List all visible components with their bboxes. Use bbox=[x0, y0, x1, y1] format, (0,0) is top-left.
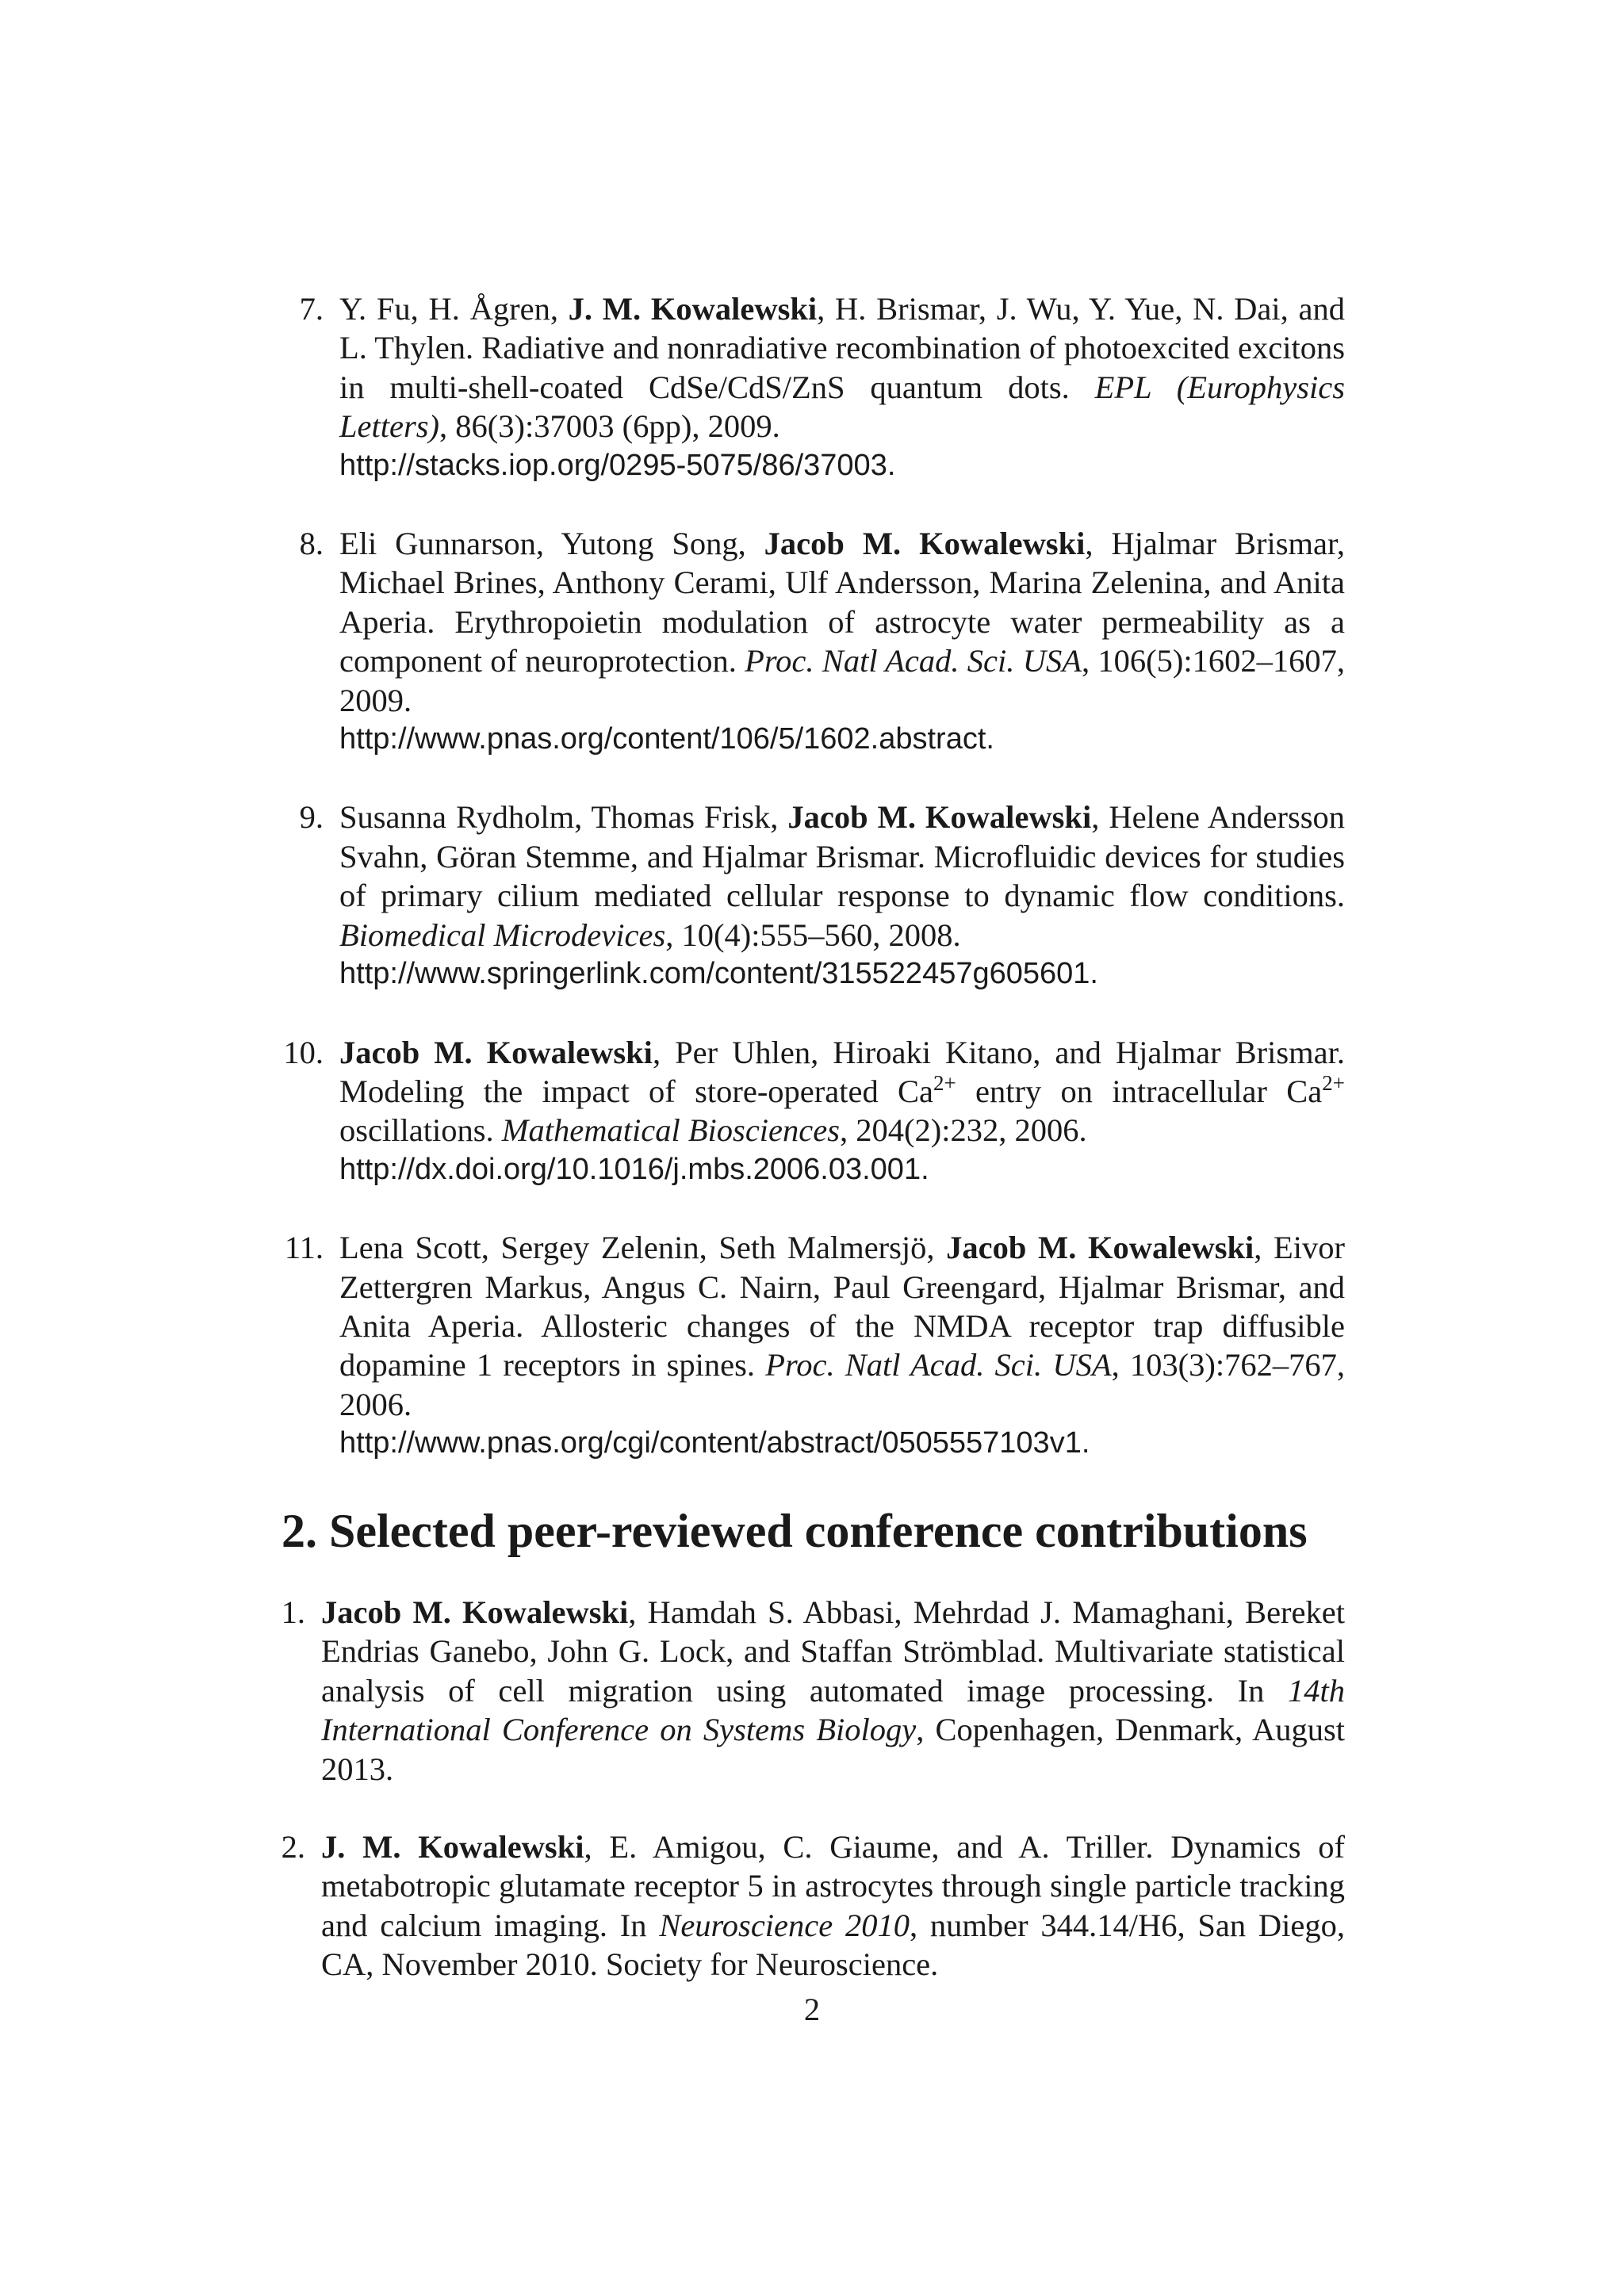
journal-reference-list bbox=[0, 289, 1624, 1502]
highlighted-author: J. M. Kowalewski bbox=[321, 1829, 584, 1866]
reference-item bbox=[0, 798, 1345, 993]
reference-text: , E. Amigou, C. Giaume, and A. Triller. Dynamics of metabotropic glutamate receptor 5 in astrocytes through single particle tracking and calcium imaging. In bbox=[321, 1829, 1345, 1943]
highlighted-author: Jacob M. Kowalewski bbox=[321, 1594, 629, 1630]
reference-venue: Mathematical Biosciences bbox=[501, 1112, 840, 1149]
reference-details: , 86(3):37003 (6pp), 2009. bbox=[439, 408, 780, 445]
highlighted-author: Jacob M. Kowalewski bbox=[339, 1034, 653, 1070]
reference-item bbox=[0, 1827, 1345, 1984]
reference-number: 8. bbox=[299, 526, 324, 562]
reference-details: , 10(4):555–560, 2008. bbox=[665, 916, 961, 953]
reference-text: , Eivor Zettergren Markus, Angus C. Nairn, Paul Greengard, Hjalmar Brismar, and Anita Aperia. Allosteric changes of the NMDA receptor trap diffusible dopamine 1 receptors in spines. bbox=[339, 1230, 1346, 1383]
reference-item bbox=[0, 289, 1345, 485]
section-heading: 2. Selected peer-reviewed conference contributions bbox=[282, 1505, 1308, 1557]
reference-details: , Copenhagen, Denmark, August 2013. bbox=[321, 1712, 1346, 1787]
highlighted-author: Jacob M. Kowalewski bbox=[787, 799, 1092, 836]
reference-details: , 204(2):232, 2006. bbox=[840, 1112, 1087, 1149]
reference-text: , Hamdah S. Abbasi, Mehrdad J. Mamaghani, Bereket Endrias Ganebo, John G. Lock, and Staffan Strömblad. Multivariate statistical analysis of cell migration using automated image processing. In bbox=[321, 1594, 1345, 1709]
reference-number: 9. bbox=[299, 799, 324, 836]
reference-number: 10. bbox=[283, 1034, 324, 1070]
reference-venue: 14th International Conference on Systems Biology bbox=[321, 1672, 1345, 1748]
reference-item bbox=[0, 524, 1345, 759]
reference-text: entry on intracellular Ca bbox=[956, 1073, 1323, 1109]
reference-details: , 106(5):1602–1607, 2009. bbox=[339, 643, 1345, 718]
highlighted-author: Jacob M. Kowalewski bbox=[946, 1230, 1254, 1266]
page-number: 2 bbox=[803, 1992, 821, 2027]
reference-venue: Biomedical Microdevices bbox=[339, 916, 666, 953]
reference-url[interactable]: http://www.springerlink.com/content/315522457g605601. bbox=[339, 957, 1098, 991]
reference-item bbox=[0, 1033, 1345, 1190]
reference-number: 2. bbox=[281, 1829, 305, 1866]
reference-text: , Helene Andersson Svahn, Göran Stemme, and Hjalmar Brismar. Microfluidic devices for studies of primary cilium mediated cellular response to dynamic flow conditions. bbox=[339, 799, 1345, 914]
highlighted-author: J. M. Kowalewski bbox=[568, 291, 818, 327]
reference-authors: Susanna Rydholm, Thomas Frisk, bbox=[339, 799, 788, 836]
reference-text: , Hjalmar Brismar, Michael Brines, Anthony Cerami, Ulf Andersson, Marina Zelenina, and Anita Aperia. Erythropoietin modulation of astrocyte water permeability as a component of neuroprotection. bbox=[339, 526, 1345, 679]
reference-venue: EPL (Europhysics Letters) bbox=[339, 369, 1346, 445]
reference-details: , number 344.14/H6, San Diego, CA, November 2010. Society for Neuroscience. bbox=[321, 1907, 1345, 1983]
reference-venue: Proc. Natl Acad. Sci. USA bbox=[745, 643, 1082, 679]
reference-authors: Y. Fu, H. Ågren, bbox=[339, 291, 569, 327]
conference-reference-list bbox=[0, 1593, 1624, 2023]
reference-item bbox=[0, 1593, 1345, 1789]
reference-text: oscillations. bbox=[339, 1112, 502, 1149]
reference-text: , H. Brismar, J. Wu, Y. Yue, N. Dai, and L. Thylen. Radiative and nonradiative recombination of photoexcited excitons in multi-shell-coated CdSe/CdS/ZnS quantum dots. bbox=[339, 291, 1345, 405]
reference-url[interactable]: http://www.pnas.org/cgi/content/abstract/0505557103v1. bbox=[339, 1426, 1090, 1460]
reference-number: 7. bbox=[299, 291, 324, 327]
reference-venue: Neuroscience 2010 bbox=[659, 1907, 910, 1943]
reference-authors: Lena Scott, Sergey Zelenin, Seth Malmersjö, bbox=[339, 1230, 947, 1266]
reference-venue: Proc. Natl Acad. Sci. USA bbox=[765, 1347, 1112, 1383]
superscript-charge: 2+ bbox=[1322, 1070, 1345, 1095]
reference-text: , Per Uhlen, Hiroaki Kitano, and Hjalmar Brismar. Modeling the impact of store-operated Ca bbox=[339, 1034, 1345, 1109]
reference-details: , 103(3):762–767, 2006. bbox=[339, 1347, 1345, 1422]
reference-number: 1. bbox=[281, 1594, 305, 1630]
reference-number: 11. bbox=[284, 1230, 324, 1266]
superscript-charge: 2+ bbox=[933, 1070, 956, 1095]
reference-url[interactable]: http://dx.doi.org/10.1016/j.mbs.2006.03.001. bbox=[339, 1152, 929, 1186]
highlighted-author: Jacob M. Kowalewski bbox=[764, 526, 1086, 562]
reference-url[interactable]: http://stacks.iop.org/0295-5075/86/37003. bbox=[339, 448, 896, 482]
reference-authors: Eli Gunnarson, Yutong Song, bbox=[339, 526, 764, 562]
reference-url[interactable]: http://www.pnas.org/content/106/5/1602.abstract. bbox=[339, 722, 994, 756]
reference-item bbox=[0, 1228, 1345, 1463]
